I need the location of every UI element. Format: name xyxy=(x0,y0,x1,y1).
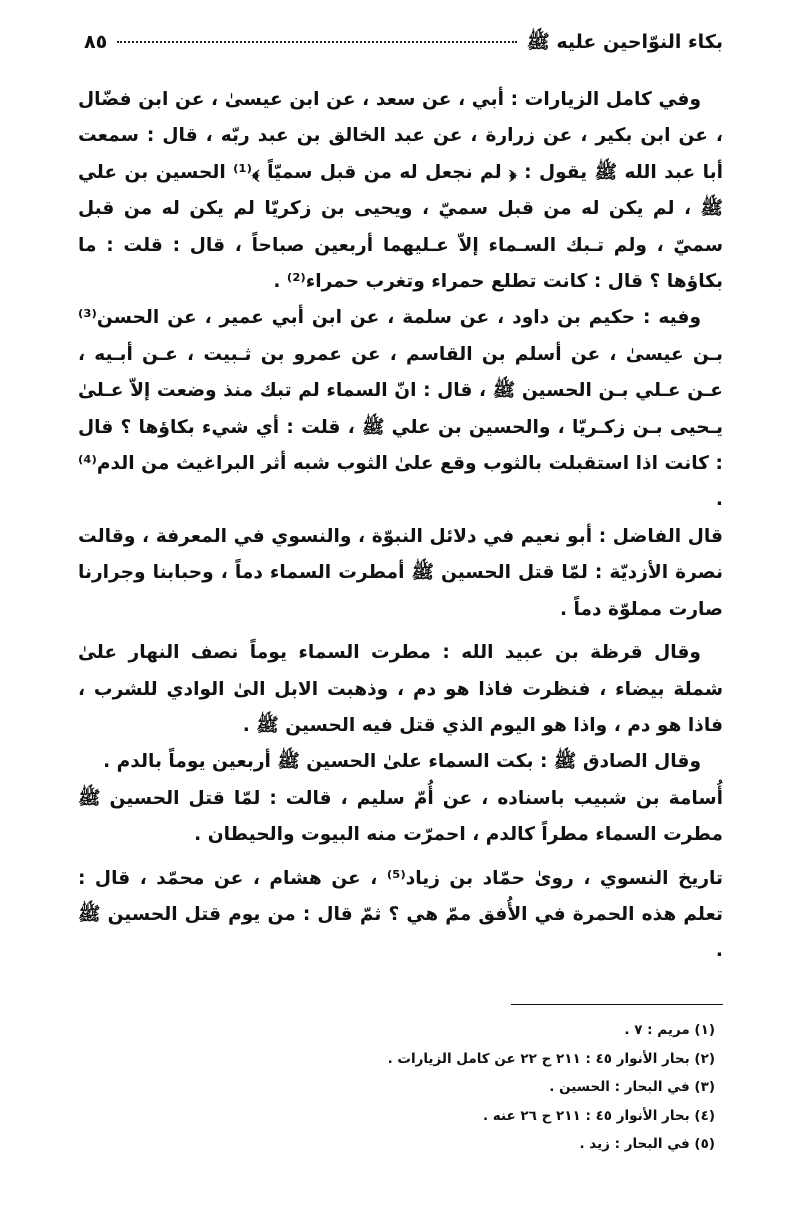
main-text xyxy=(78,82,723,970)
running-header xyxy=(84,30,723,58)
header-title: بكاء النوّاحين عليه ﷺ xyxy=(526,31,723,53)
paragraph: وقال قرظة بن عبيد الله : مطرت السماء يوماً نصف النهار علىٰ شملة بيضاء ، فنظرت فاذا هو دم ، وذهبت الابل الىٰ الوادي للشرب ، فاذا هو دم ، واذا هو اليوم الذي قتل فيه الحسين ﷺ . xyxy=(78,642,723,736)
paragraph: تاريخ النسوي ، روىٰ حمّاد بن زياد⁽⁵⁾ ، عن هشام ، عن محمّد ، قال : تعلم هذه الحمرة في الأُفق ممّ هي ؟ ثمّ قال : من يوم قتل الحسين ﷺ . xyxy=(78,867,723,962)
dotted-leader xyxy=(117,41,517,43)
footnote: (٢) بحار الأنوار ٤٥ : ٢١١ ح ٢٢ عن كامل الزيارات . xyxy=(387,1050,715,1067)
paragraph: وفي كامل الزيارات : أبي ، عن سعد ، عن ابن عيسىٰ ، عن ابن فضّال ، عن ابن بكير ، عن زرارة ، عن عبد الخالق بن عبد ربّه ، قال : سمعت أبا عبد الله ﷺ يقول : ﴿ لم نجعل له من قبل سميّاً ﴾⁽¹⁾ الحسين بن علي ﷺ ، لم يكن له من قبل سميّ ، ويحيى بن زكريّا لم يكن له من قبل سميّ ، ولم تـبك السـماء إلاّ عـليهما أربعين صباحاً ، قال : قلت : ما بكاؤها ؟ قال : كانت تطلع حمراء وتغرب حمراء⁽²⁾ . xyxy=(78,89,723,293)
footnotes xyxy=(95,1016,715,1159)
footnote: (١) مريم : ٧ . xyxy=(624,1022,715,1038)
footnote: (٣) في البحار : الحسين . xyxy=(549,1079,715,1096)
paragraph: قال الفاضل : أبو نعيم في دلائل النبوّة ، والنسوي في المعرفة ، وقالت نصرة الأزديّة : لمّا قتل الحسين ﷺ أمطرت السماء دماً ، وحبابنا وجرارنا صارت مملوّة دماً . xyxy=(78,525,723,620)
footnote: (٤) بحار الأنوار ٤٥ : ٢١١ ح ٢٦ عنه . xyxy=(482,1107,715,1124)
paragraph: وفيه : حكيم بن داود ، عن سلمة ، عن ابن أبي عمير ، عن الحسن⁽³⁾ بـن عيسىٰ ، عن أسلم بن القاسم ، عن عمرو بن ثـبيت ، عـن أبـيه ، عـن عـلي بـن الحسين ﷺ ، قال : انّ السماء لم تبك منذ وضعت إلاّ عـلىٰ يـحيى بـن زكـريّا ، والحسين بن علي ﷺ ، قلت : أي شيء بكاؤها ؟ قال : كانت اذا استقبلت بالثوب وقع علىٰ الثوب شبه أثر البراغيث من الدم⁽⁴⁾ . xyxy=(78,307,723,511)
footnote-separator xyxy=(511,1004,723,1005)
page-number: ٨٥ xyxy=(84,31,108,53)
paragraph: أُسامة بن شبيب باسناده ، عن أُمّ سليم ، قالت : لمّا قتل الحسين ﷺ مطرت السماء مطراً كالدم ، احمرّت منه البيوت والحيطان . xyxy=(78,787,723,846)
paragraph: وقال الصادق ﷺ : بكت السماء علىٰ الحسين ﷺ أربعين يوماً بالدم . xyxy=(103,751,701,773)
footnote: (٥) في البحار : زيد . xyxy=(579,1136,715,1153)
